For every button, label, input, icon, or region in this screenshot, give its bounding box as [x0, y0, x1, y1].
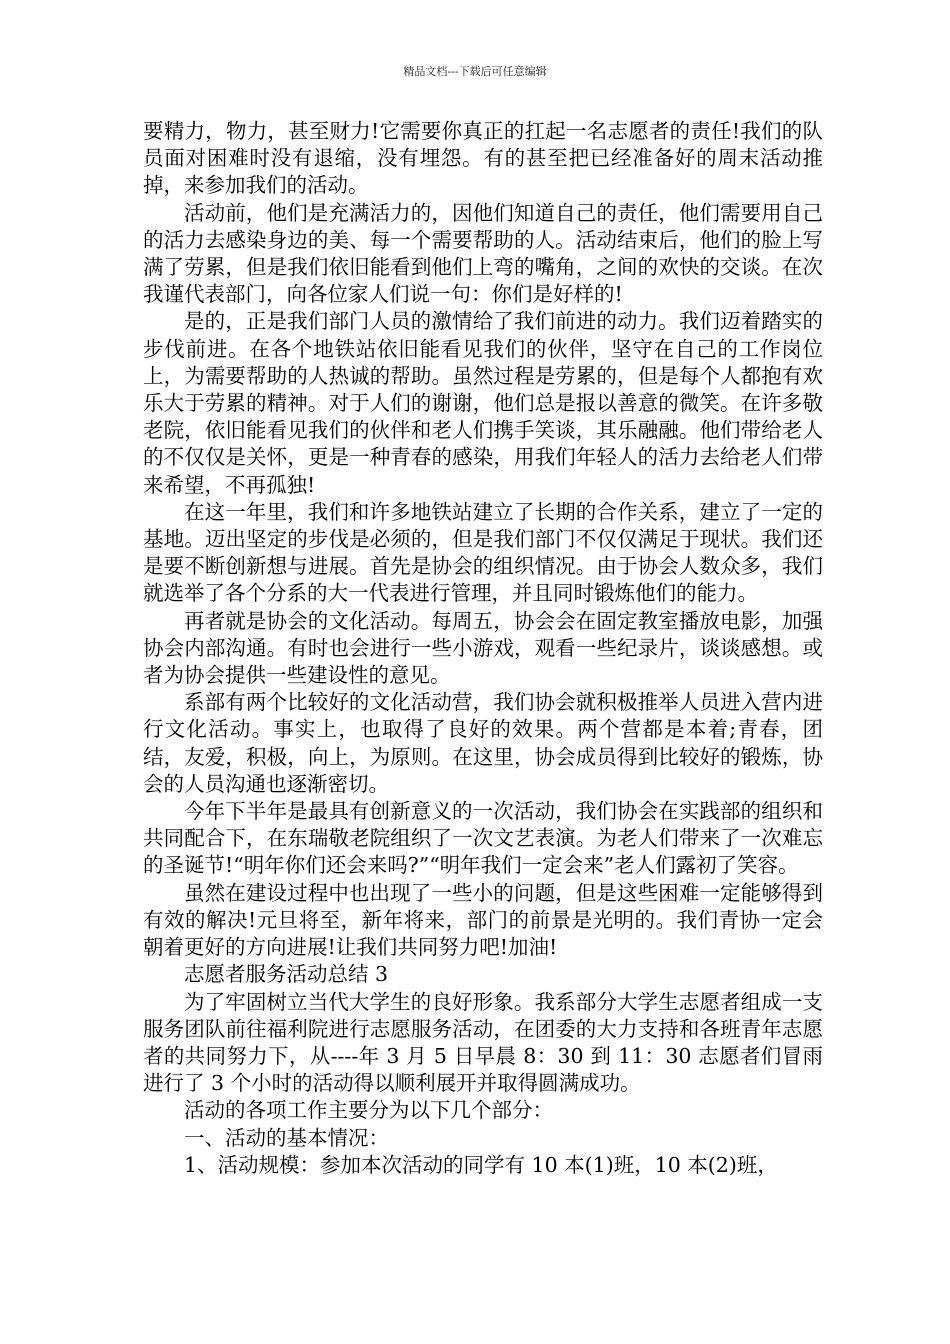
paragraph: 今年下半年是最具有创新意义的一次活动，我们协会在实践部的组织和共同配合下，在东瑞敬老院组织了一次文艺表演。为老人们带来了一次难忘的圣诞节!“明年你们还会来吗?”“明年我们一定会来”老人们露初了笑容。 — [143, 799, 823, 878]
paragraph: 系部有两个比较好的文化活动营，我们协会就积极推举人员进入营内进行文化活动。事实上，也取得了良好的效果。两个营都是本着;青春，团结，友爱，积极，向上，为原则。在这里，协会成员得到比较好的锻炼，协会的人员沟通也逐渐密切。 — [143, 690, 823, 796]
paragraph: 在这一年里，我们和许多地铁站建立了长期的合作关系，建立了一定的基地。迈出坚定的步伐是必须的，但是我们部门不仅仅满足于现状。我们还是要不断创新想与进展。首先是协会的组织情况。由于协会人数众多，我们就选举了各个分系的大一代表进行管理，并且同时锻炼他们的能力。 — [143, 499, 823, 606]
page-header: 精品文档---下载后可任意编辑 — [403, 65, 547, 78]
paragraph: 虽然在建设过程中也出现了一些小的问题，但是这些困难一定能够得到有效的解决!元旦将至，新年将来，部门的前景是光明的。我们青协一定会朝着更好的方向进展!让我们共同努力吧!加油! — [143, 880, 823, 960]
subheading: 一、活动的基本情况： — [184, 1125, 389, 1150]
paragraph: 1、活动规模：参加本次活动的同学有 10 本(1)班，10 本(2)班， — [184, 1152, 778, 1177]
paragraph: 为了牢固树立当代大学生的良好形象。我系部分大学生志愿者组成一支服务团队前往福利院进行志愿服务活动，在团委的大力支持和各班青年志愿者的共同努力下，从----年 3 月 5 日早晨 8：30 到 11：30 志愿者们冒雨进行了 3 个小时的活动得以顺利展开并取得圆满成功。 — [143, 989, 823, 1096]
paragraph: 再者就是协会的文化活动。每周五，协会会在固定教室播放电影，加强协会内部沟通。有时也会进行一些小游戏，观看一些纪录片，谈谈感想。或者为协会提供一些建设性的意见。 — [143, 608, 823, 688]
paragraph: 要精力，物力，甚至财力!它需要你真正的扛起一名志愿者的责任!我们的队员面对困难时没有退缩，没有埋怨。有的甚至把已经准备好的周末活动推掉，来参加我们的活动。 — [143, 119, 823, 198]
paragraph: 是的，正是我们部门人员的激情给了我们前进的动力。我们迈着踏实的步伐前进。在各个地铁站依旧能看见我们的伙伴，坚守在自己的工作岗位上，为需要帮助的人热诚的帮助。虽然过程是劳累的，但是每个人都抱有欢乐大于劳累的精神。对于人们的谢谢，他们总是报以善意的微笑。在许多敬老院，依旧能看见我们的伙伴和老人们携手笑谈，其乐融融。他们带给老人的不仅仅是关怀，更是一种青春的感染，用我们年轻人的活力去给老人们带来希望，不再孤独! — [143, 309, 823, 497]
document-body — [143, 118, 823, 1179]
paragraph: 活动的各项工作主要分为以下几个部分： — [184, 1098, 553, 1123]
paragraph: 活动前，他们是充满活力的，因他们知道自己的责任，他们需要用自己的活力去感染身边的美、每一个需要帮助的人。活动结束后，他们的脸上写满了劳累，但是我们依旧能看到他们上弯的嘴角，之间的欢快的交谈。在次我谨代表部门，向各位家人们说一句：你们是好样的! — [143, 200, 823, 307]
section-heading: 志愿者服务活动总结 3 — [184, 962, 389, 987]
